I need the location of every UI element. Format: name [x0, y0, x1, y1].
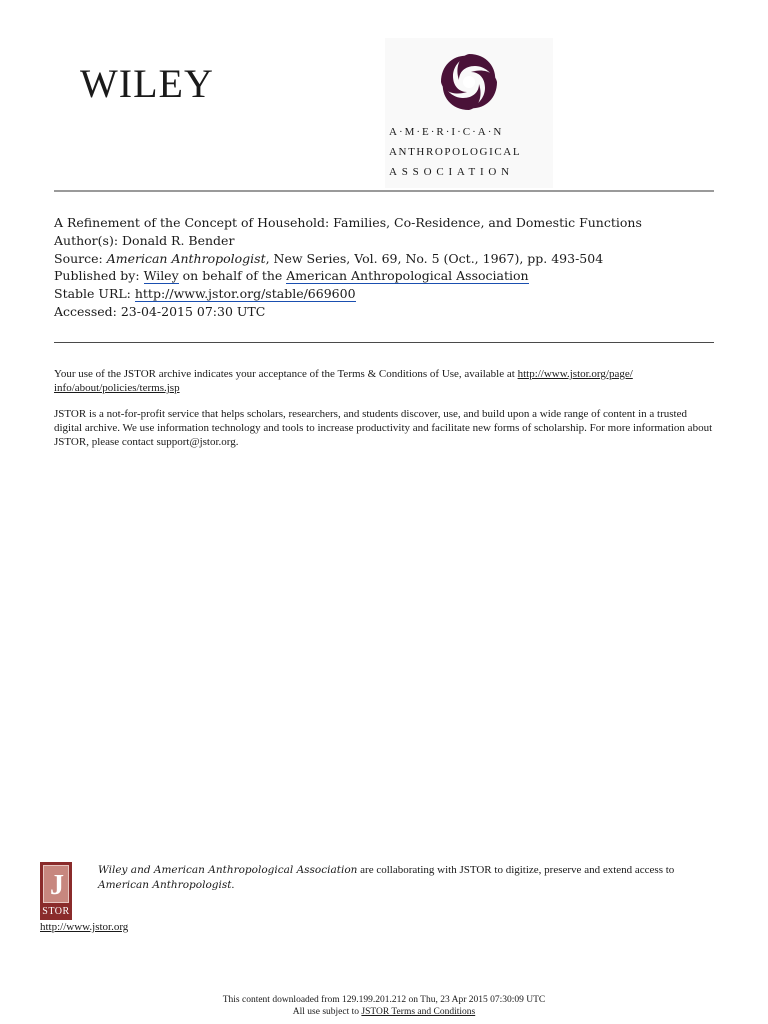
- download-footer: [0, 994, 768, 1018]
- source-journal: American Anthropologist: [106, 250, 266, 266]
- citation-block: [54, 214, 734, 321]
- jstor-home-link[interactable]: http://www.jstor.org: [40, 921, 129, 933]
- middle-divider: [54, 342, 714, 343]
- on-behalf-text: on behalf of the: [182, 268, 283, 284]
- stable-url-link[interactable]: http://www.jstor.org/stable/669600: [134, 286, 356, 302]
- authors-line: [54, 232, 734, 250]
- aaa-spiral-icon: [435, 48, 503, 116]
- top-divider: [54, 190, 714, 192]
- jstor-logo: [40, 862, 72, 920]
- collab-journal: American Anthropologist: [98, 879, 232, 891]
- terms-paragraph: [54, 367, 714, 395]
- aaa-logo-line2: ANTHROPOLOGICAL: [389, 146, 522, 158]
- terms-link-line2: info/about/policies/terms.jsp: [54, 382, 180, 394]
- stable-url-line: [54, 285, 734, 303]
- aaa-logo-line3: ASSOCIATION: [389, 166, 514, 178]
- wiley-logo: WILEY: [80, 61, 214, 106]
- collab-middle: are collaborating with JSTOR to digitize, preserve and extend access to: [357, 864, 675, 876]
- jstor-logo-box: [43, 865, 69, 903]
- article-title: A Refinement of the Concept of Household: Families, Co-Residence, and Domestic Functions: [54, 215, 642, 230]
- jstor-logo-letter: J: [50, 870, 64, 901]
- source-details: , New Series, Vol. 69, No. 5 (Oct., 1967), pp. 493-504: [265, 250, 604, 266]
- published-by-label: Published by:: [54, 268, 140, 284]
- source-line: [54, 250, 734, 268]
- jstor-logo-text: STOR: [42, 906, 70, 917]
- publisher-link[interactable]: Wiley: [143, 268, 179, 284]
- authors-label: Author(s):: [54, 232, 119, 248]
- terms-text: Your use of the JSTOR archive indicates your acceptance of the Terms & Conditions of Use, available at: [54, 368, 518, 380]
- terms-conditions-link[interactable]: JSTOR Terms and Conditions: [361, 1007, 476, 1017]
- terms-footer-prefix: All use subject to: [292, 1007, 362, 1017]
- society-link[interactable]: American Anthropological Association: [286, 268, 529, 284]
- jstor-description: JSTOR is a not-for-profit service that helps scholars, researchers, and students discover, use, and build upon a wide range of content in a trusted digital archive. We use information technology and tools to increase productivity and facilitate new forms of scholarship. For more information about JSTOR, please contact support@jstor.org.: [54, 408, 713, 448]
- authors-value: Donald R. Bender: [122, 232, 235, 248]
- collab-partners: Wiley and American Anthropological Association: [98, 864, 358, 876]
- accessed-label: Accessed:: [54, 303, 117, 319]
- source-label: Source:: [54, 250, 103, 266]
- download-info: This content downloaded from 129.199.201.212 on Thu, 23 Apr 2015 07:30:09 UTC: [222, 995, 546, 1005]
- accessed-line: [54, 303, 734, 321]
- collaboration-note: [98, 863, 718, 893]
- accessed-value: 23-04-2015 07:30 UTC: [120, 303, 266, 319]
- stable-url-label: Stable URL:: [54, 286, 131, 302]
- aaa-logo: [385, 38, 553, 188]
- terms-link-line1: http://www.jstor.org/page/: [517, 368, 633, 380]
- published-by-line: [54, 267, 734, 285]
- collab-end: .: [231, 879, 235, 891]
- aaa-logo-line1: A·M·E·R·I·C·A·N: [389, 126, 504, 138]
- terms-block: [54, 367, 714, 461]
- terms-footer-line: [0, 1006, 768, 1018]
